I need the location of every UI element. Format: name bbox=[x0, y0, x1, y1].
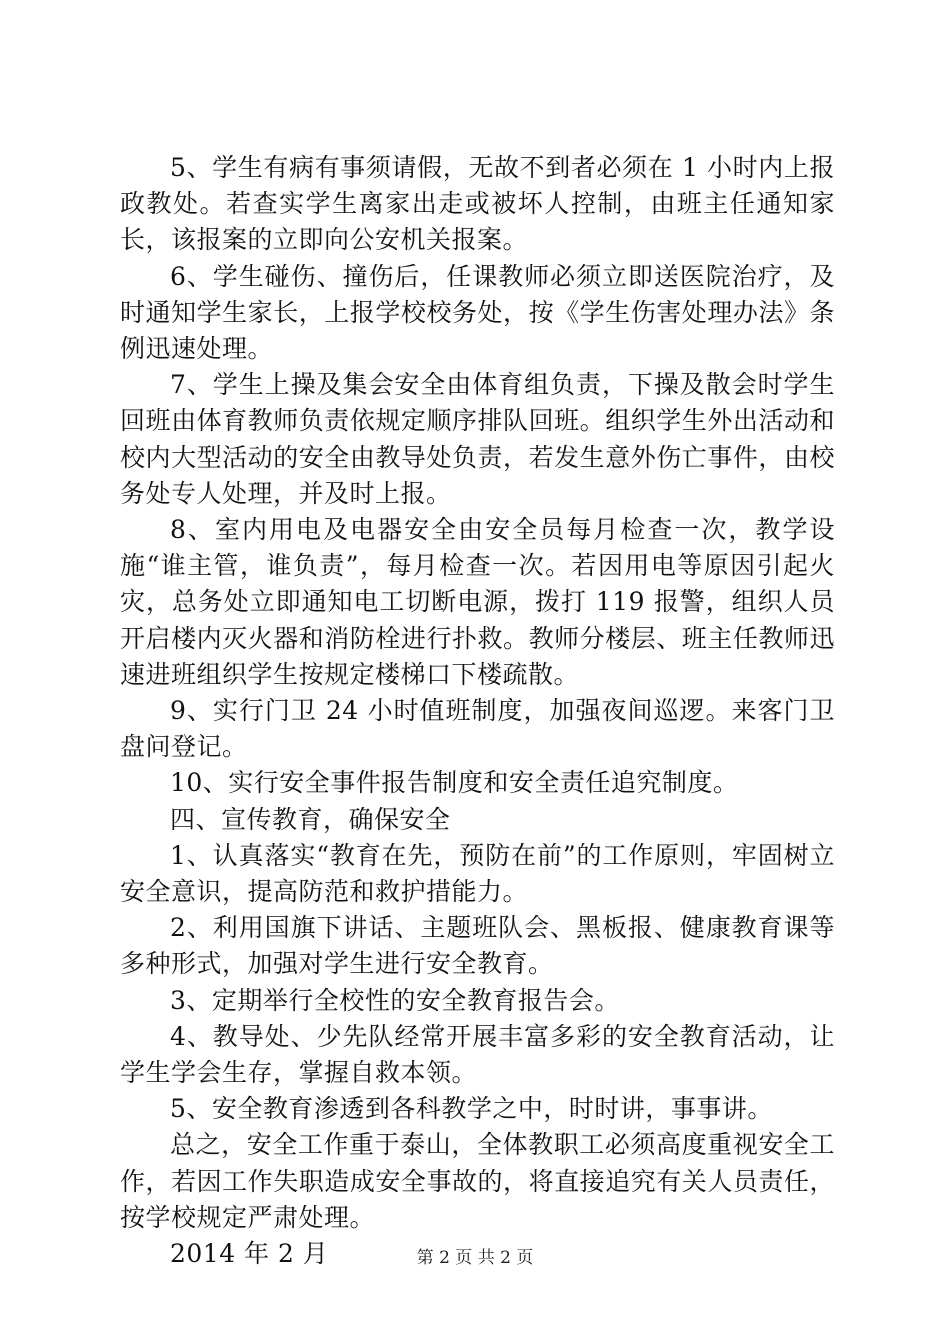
paragraph-item-8-electricity: 8、室内用电及电器安全由安全员每月检查一次，教学设施“谁主管，谁负责”，每月检查一次。若因用电等原因引起火灾，总务处立即通知电工切断电源，拨打 119 报警，组织人员开启楼内灭火器和消防栓进行扑救。教师分楼层、班主任教师迅速进班组织学生按规定楼梯口下楼疏散。 bbox=[120, 515, 835, 689]
paragraph-conclusion: 总之，安全工作重于泰山，全体教职工必须高度重视安全工作，若因工作失职造成安全事故的，将直接追究有关人员责任，按学校规定严肃处理。 bbox=[120, 1130, 835, 1232]
paragraph-item-9-guard: 9、实行门卫 24 小时值班制度，加强夜间巡逻。来客门卫盘问登记。 bbox=[120, 696, 835, 762]
paragraph-education-2: 2、利用国旗下讲话、主题班队会、黑板报、健康教育课等多种形式，加强对学生进行安全教育。 bbox=[120, 913, 835, 979]
document-body bbox=[120, 150, 835, 1272]
paragraph-item-10-reporting: 10、实行安全事件报告制度和安全责任追究制度。 bbox=[170, 768, 739, 798]
paragraph-item-5-leave: 5、学生有病有事须请假，无故不到者必须在 1 小时内上报政教处。若查实学生离家出走或被坏人控制，由班主任通知家长，该报案的立即向公安机关报案。 bbox=[120, 153, 835, 255]
paragraph-education-3: 3、定期举行全校性的安全教育报告会。 bbox=[170, 985, 620, 1015]
page-number-footer: 第 2 页 共 2 页 bbox=[416, 1248, 534, 1268]
paragraph-education-1: 1、认真落实“教育在先，预防在前”的工作原则，牢固树立安全意识，提高防范和救护措能力。 bbox=[120, 840, 835, 907]
section-heading-education: 四、宣传教育，确保安全 bbox=[170, 804, 451, 834]
paragraph-item-7-assembly: 7、学生上操及集会安全由体育组负责，下操及散会时学生回班由体育教师负责依规定顺序排队回班。组织学生外出活动和校内大型活动的安全由教导处负责，若发生意外伤亡事件，由校务处专人处理，并及时上报。 bbox=[120, 370, 835, 508]
paragraph-education-4: 4、教导处、少先队经常开展丰富多彩的安全教育活动，让学生学会生存，掌握自救本领。 bbox=[120, 1021, 835, 1088]
paragraph-item-6-injury: 6、学生碰伤、撞伤后，任课教师必须立即送医院治疗，及时通知学生家长，上报学校校务处，按《学生伤害处理办法》条例迅速处理。 bbox=[120, 261, 835, 364]
paragraph-education-5: 5、安全教育渗透到各科教学之中，时时讲，事事讲。 bbox=[170, 1094, 773, 1124]
document-date: 2014 年 2 月 bbox=[170, 1239, 329, 1269]
